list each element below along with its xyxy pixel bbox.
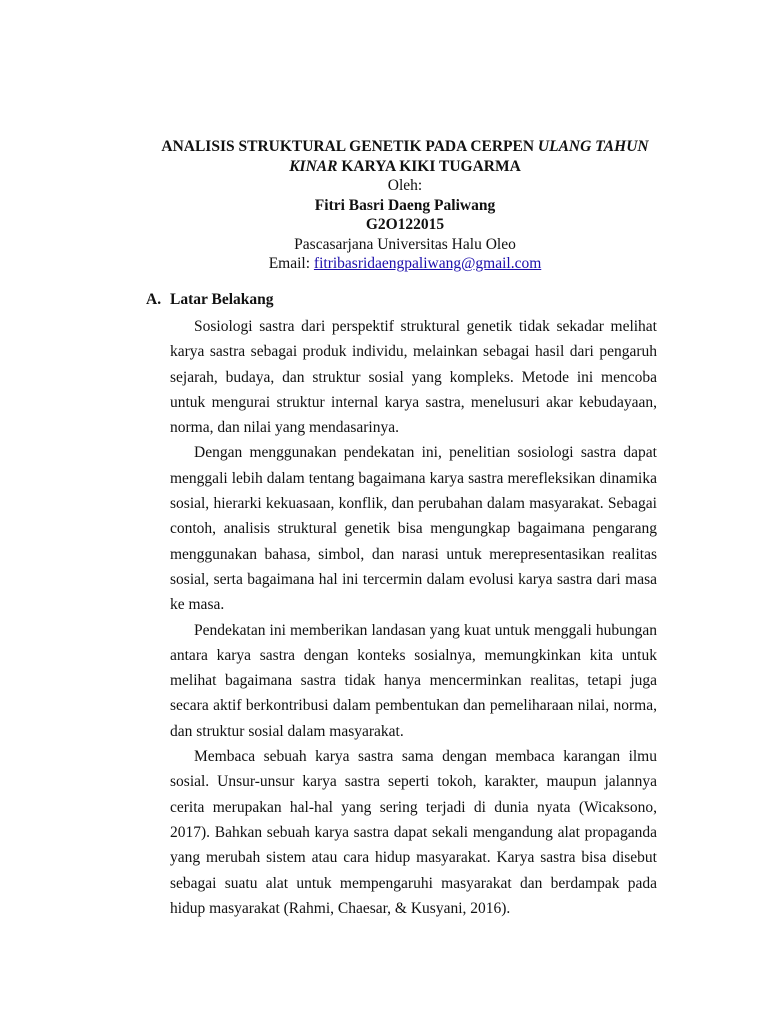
document-header: [120, 137, 690, 274]
affiliation: Pascasarjana Universitas Halu Oleo: [294, 235, 516, 253]
student-id: G2O122015: [365, 216, 445, 233]
section-title: Latar Belakang: [170, 291, 274, 308]
title-line2-text: KARYA KIKI TUGARMA: [337, 157, 521, 175]
document-title: [120, 137, 690, 176]
paragraph: Pendekatan ini memberikan landasan yang kuat untuk menggali hubungan antara karya sastra dengan konteks sosialnya, memungkinkan kita untuk melihat bagaimana sastra tidak hanya mencerminkan realitas, tetapi juga secara aktif berkontribusi dalam pembentukan dan pemeliharaan nilai, norma, dan struktur sosial dalam masyarakat.: [170, 621, 657, 740]
oleh-label: Oleh:: [387, 177, 423, 194]
title-line2-italic: KINAR: [289, 157, 338, 175]
paragraph: Dengan menggunakan pendekatan ini, penelitian sosiologi sastra dapat menggali lebih dalam tentang bagaimana karya sastra merefleksikan dinamika sosial, hierarki kekuasaan, konflik, dan perubahan dalam masyarakat. Sebagai contoh, analisis struktural genetik bisa mengungkap bagaimana pengarang menggunakan bahasa, simbol, dan narasi untuk merepresentasikan realitas sosial, serta bagaimana hal ini tercermin dalam evolusi karya sastra dari masa ke masa.: [170, 444, 657, 614]
email-link[interactable]: fitribasridaengpaliwang@gmail.com: [313, 255, 542, 272]
title-line1-italic: ULANG TAHUN: [537, 138, 649, 155]
section-heading: [146, 290, 274, 310]
email-line: [120, 254, 690, 274]
section-number: A.: [146, 291, 162, 308]
paragraph: Sosiologi sastra dari perspektif struktural genetik tidak sekadar melihat karya sastra sebagai produk individu, melainkan sebagai hasil dari pengaruh sejarah, budaya, dan struktur sosial yang kompleks. Metode ini mencoba untuk mengurai struktur internal karya sastra, menelusuri akar kebudayaan, norma, dan nilai yang mendasarinya.: [170, 318, 657, 437]
body-text: [170, 314, 657, 921]
email-label: Email:: [268, 255, 314, 272]
paragraph: Membaca sebuah karya sastra sama dengan membaca karangan ilmu sosial. Unsur-unsur karya sastra seperti tokoh, karakter, maupun jalannya cerita merupakan hal-hal yang sering terjadi di dunia nyata (Wicaksono, 2017). Bahkan sebuah karya sastra dapat sekali mengandung alat propaganda yang merubah sistem atau cara hidup masyarakat. Karya sastra bisa disebut sebagai suatu alat untuk mempengaruhi masyarakat dan berdampak pada hidup masyarakat (Rahmi, Chaesar, & Kusyani, 2016).: [170, 748, 657, 917]
title-line1-text: ANALISIS STRUKTURAL GENETIK PADA CERPEN: [161, 138, 538, 155]
author-name: Fitri Basri Daeng Paliwang: [314, 196, 496, 214]
